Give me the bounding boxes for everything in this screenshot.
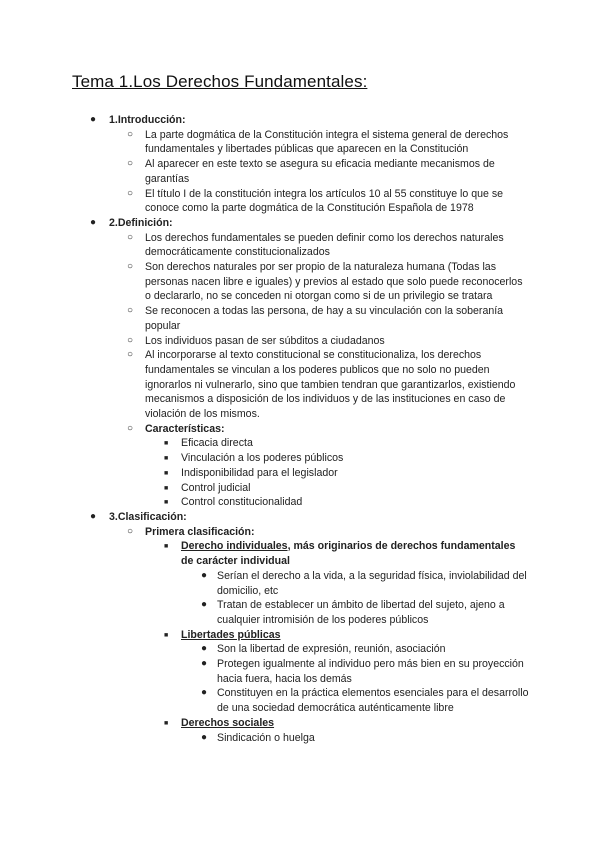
bullet-icon: ● xyxy=(201,687,208,699)
list-item: ● Son la libertad de expresión, reunión, asociación xyxy=(201,643,446,656)
list-item: ○ Al incorporarse al texto constitucional se constitucionaliza, los derechos fundamentales se vinculan a los poderes publicos que no solo no pueden ignorarlos ni vulnerarlo, sino que tambien tendran que garantizarlos, existiendo mecanismos a disposición de los individuos y de las instituciones en caso de violación de los mismos. xyxy=(127,349,516,421)
list-item: ● Protegen igualmente al individuo pero más bien en su proyección hacia fuera, hacia los demás xyxy=(201,658,524,685)
circle-bullet-icon: ○ xyxy=(127,261,134,273)
category-derechos-sociales xyxy=(0,716,600,731)
category-label: Derecho individuales xyxy=(181,540,288,553)
category-label: Libertades públicas xyxy=(181,628,281,641)
section-heading: 1.Introducción: xyxy=(109,114,186,126)
section-clasificacion xyxy=(0,510,600,525)
category-libertades-publicas xyxy=(0,628,600,643)
list-item: ■ Control judicial xyxy=(0,481,600,496)
list-item: ■ Eficacia directa xyxy=(0,436,600,451)
list-item: ○ El título I de la constitución integra los artículos 10 al 55 constituye lo que se conoce como la parte dogmática de la Constitución Española de 1978 xyxy=(127,187,504,215)
list-item: ○ Los derechos fundamentales se pueden definir como los derechos naturales democráticamente constitucionalizados xyxy=(127,231,504,259)
square-bullet-icon: ■ xyxy=(164,440,169,448)
list-item: ● Constituyen en la práctica elementos esenciales para el desarrollo de una sociedad democrática auténticamente libre xyxy=(201,687,529,715)
square-bullet-icon: ■ xyxy=(164,719,169,727)
list-item: ● Serían el derecho a la vida, a la seguridad física, inviolabilidad del domicilio, etc xyxy=(201,569,527,597)
circle-bullet-icon: ○ xyxy=(127,187,134,199)
circle-bullet-icon: ○ xyxy=(127,128,134,140)
bullet-icon: ● xyxy=(201,658,208,670)
square-bullet-icon: ■ xyxy=(164,455,169,463)
bullet-icon: ● xyxy=(201,569,208,581)
subsection-heading: Primera clasificación: xyxy=(145,525,255,538)
section-heading: 3.Clasificación: xyxy=(109,510,187,523)
list-item: ■ Control constitucionalidad xyxy=(0,495,600,510)
bullet-icon: ● xyxy=(90,114,97,125)
category-label: Derechos sociales xyxy=(181,716,275,729)
category-derecho-individuales xyxy=(0,539,600,568)
circle-bullet-icon: ○ xyxy=(127,334,134,346)
list-item: ○ Se reconocen a todas las persona, de hay a su vinculación con la soberanía popular xyxy=(127,305,504,332)
square-bullet-icon: ■ xyxy=(164,543,169,551)
circle-bullet-icon: ○ xyxy=(127,305,134,317)
subsection-heading: Características: xyxy=(145,422,225,435)
list-item: ○ Son derechos naturales por ser propio de la naturaleza humana (Todas las personas nacen libre e iguales) y previos al estado que solo puede reconocerlos o declararlo, no se conceden ni otorgan como si de un privilegio se tratara xyxy=(127,261,523,303)
page-title: Tema 1.Los Derechos Fundamentales: xyxy=(72,72,368,91)
list-item: ■ Indisponibilidad para el legislador xyxy=(0,466,600,481)
bullet-icon: ● xyxy=(201,599,208,611)
list-item: ○ Los individuos pasan de ser súbditos a ciudadanos xyxy=(127,334,385,347)
square-bullet-icon: ■ xyxy=(164,469,169,477)
section-introduccion xyxy=(0,113,600,128)
list-item: ○ Al aparecer en este texto se asegura su eficacia mediante mecanismos de garantías xyxy=(127,158,495,185)
bullet-icon: ● xyxy=(90,510,97,522)
bullet-icon: ● xyxy=(90,216,97,228)
list-item: ● Tratan de establecer un ámbito de libertad del sujeto, ajeno a cualquier intromisión de los poderes públicos xyxy=(201,599,505,626)
section-definicion xyxy=(0,216,600,231)
outline xyxy=(0,113,600,745)
list-item: ○ La parte dogmática de la Constitución integra el sistema general de derechos fundamentales y libertades públicas que aparecen en la Constitución xyxy=(127,128,509,156)
category-description: , más originarios de derechos fundamentales de carácter individual xyxy=(181,540,516,568)
square-bullet-icon: ■ xyxy=(164,499,169,507)
subsection-caracteristicas xyxy=(0,422,600,437)
square-bullet-icon: ■ xyxy=(164,631,169,639)
square-bullet-icon: ■ xyxy=(164,484,169,492)
circle-bullet-icon: ○ xyxy=(127,349,134,361)
list-item: ● Sindicación o huelga xyxy=(201,731,315,744)
list-item: ■ Vinculación a los poderes públicos xyxy=(0,451,600,466)
section-heading: 2.Definición: xyxy=(109,216,173,229)
circle-bullet-icon: ○ xyxy=(127,158,134,170)
subsection-primera-clasificacion xyxy=(0,525,600,540)
circle-bullet-icon: ○ xyxy=(127,422,134,434)
circle-bullet-icon: ○ xyxy=(127,231,134,243)
circle-bullet-icon: ○ xyxy=(127,525,134,537)
bullet-icon: ● xyxy=(201,731,208,743)
bullet-icon: ● xyxy=(201,643,208,655)
